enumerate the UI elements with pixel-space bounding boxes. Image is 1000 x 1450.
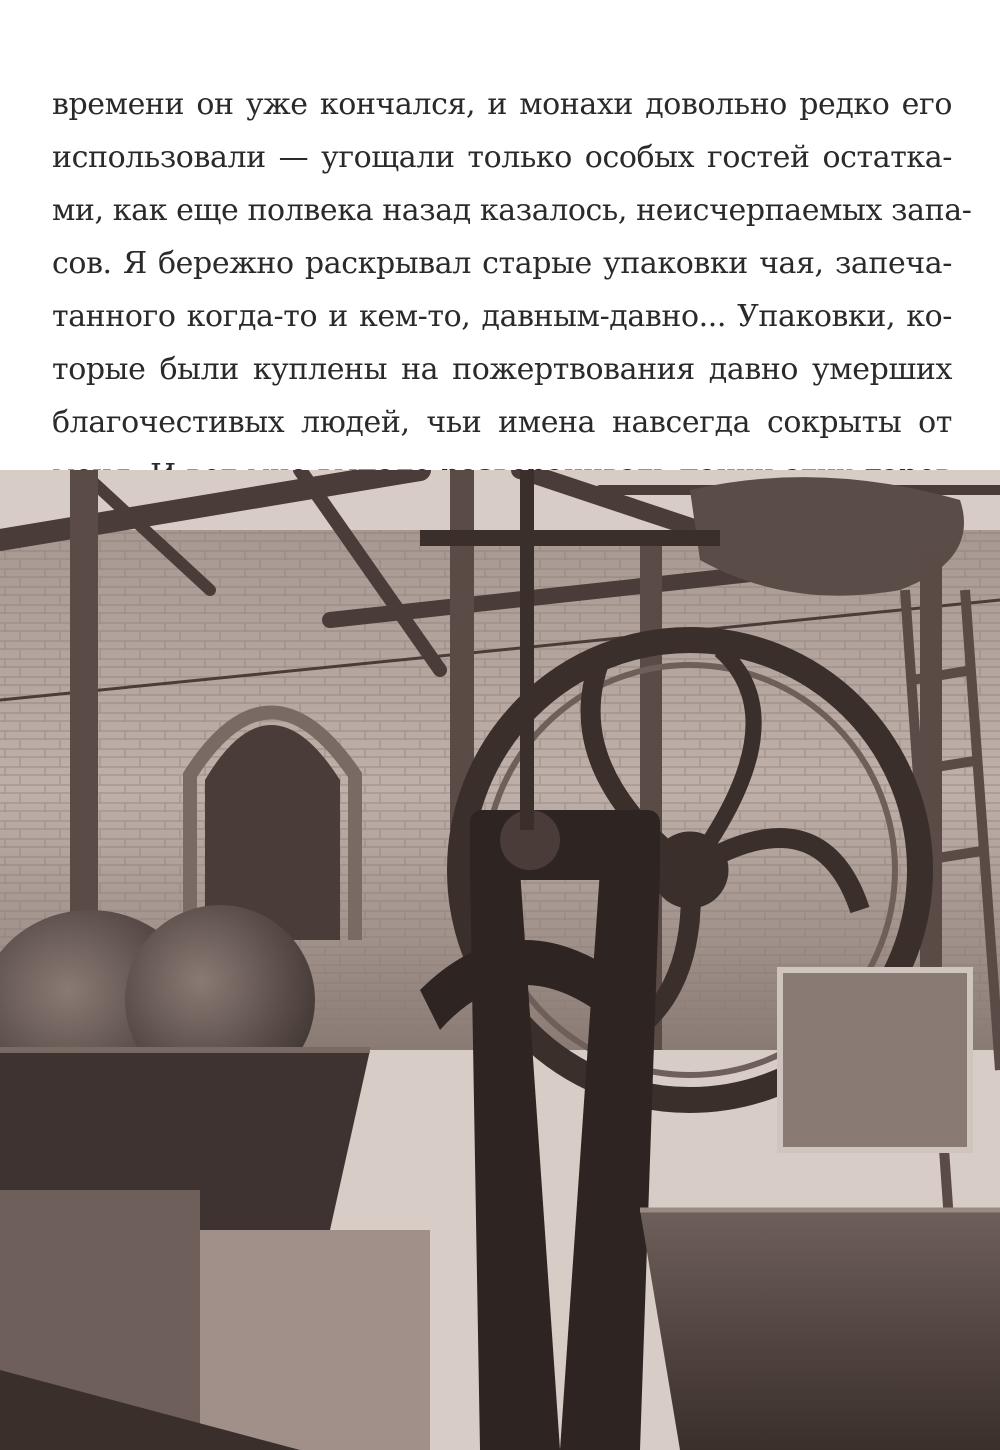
text-line-7: благочестивых людей, чьи имена навсегда сокрыты от: [52, 405, 952, 440]
text-line-2: использовали — угощали только особых гостей остатка-: [52, 140, 952, 175]
stone-trough: [170, 1230, 430, 1450]
text-line-5: танного когда-то и кем-то, давным-давно... Упаковки, ко-: [52, 299, 952, 334]
drive-shaft: [520, 470, 534, 830]
mill-machinery-photo: [0, 470, 1000, 1450]
text-line-4: сов. Я бережно раскрывал старые упаковки чая, запеча-: [52, 246, 952, 281]
body-text: [52, 78, 972, 502]
text-line-1: времени он уже кончался, и монахи довольно редко его: [52, 87, 952, 122]
wall-board: [780, 970, 970, 1150]
wooden-vat: [640, 1210, 1000, 1450]
text-line-3: ми, как еще полвека назад казалось, неисчерпаемых запа-: [52, 193, 972, 228]
text-line-6: торые были куплены на пожертвования давно умерших: [52, 352, 952, 387]
